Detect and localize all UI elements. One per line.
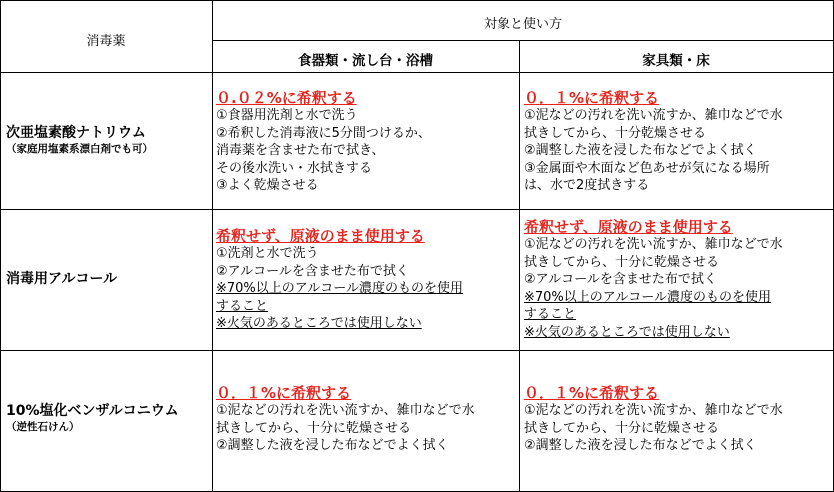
instruction-line: ②調整した液を浸した布などでよく拭く [216,438,449,453]
instruction-line: ③金属面や木面など色あせが気になる場所 [524,160,770,176]
caution-note: ※火気のあるところでは使用しない [216,316,422,331]
instruction-line: ①食器用洗剤と水で洗う [216,108,358,123]
header-divider [212,40,834,41]
instruction-line: ①泥などの汚れを洗い流すか、雑巾などで水 [524,403,783,418]
cell-r1-dishes [216,89,516,195]
instruction-line: ②アルコールを含ませた布で拭く [216,263,409,279]
row-label-benzalkonium [6,402,210,434]
agent-note: （家庭用塩素系漂白剤でも可） [6,143,153,155]
agent-name: 次亜塩素酸ナトリウム [6,125,146,141]
cell-r3-furniture [524,384,830,455]
row-divider-2 [0,209,834,210]
dilution-heading: ０．１%に希釈する [524,384,660,402]
column-divider-1 [212,0,213,492]
dilution-heading: 希釈せず、原液のまま使用する [524,218,733,236]
header-agent: 消毒薬 [86,34,126,49]
caution-note: すること [524,307,577,322]
instruction-line: 拭きしてから、十分に乾燥させる [524,254,720,270]
agent-name: 10%塩化ベンザルコニウム [6,403,179,419]
instruction-line: は、水で2度拭きする [524,178,650,193]
column-divider-2 [519,40,520,492]
instruction-line: ①泥などの汚れを洗い流すか、雑巾などで水 [216,403,475,418]
instruction-line: ②調整した液を浸した布などでよく拭く [524,438,757,453]
caution-note: ※火気のあるところでは使用しない [524,324,730,340]
caution-note: ※70%以上のアルコール濃度のものを使用 [524,289,772,305]
row-divider-3 [0,350,834,351]
caution-note: すること [216,298,269,314]
row-label-sodium-hypochlorite [6,124,210,156]
row-label-alcohol [6,270,210,288]
instruction-line: その後水洗い・水拭きする [216,160,373,176]
table-border-top [0,0,834,1]
header-target: 対象と使い方 [483,17,562,32]
table-border-left [0,0,1,492]
caution-note: ※70%以上のアルコール濃度のものを使用 [216,281,464,296]
instruction-line: 消毒薬を含ませた布で拭き、 [216,143,385,158]
agent-name: 消毒用アルコール [6,271,118,287]
row-divider-1 [0,72,834,73]
instruction-line: ②調整した液を浸した布などでよく拭く [524,143,757,158]
header-col-furniture: 家具類・床 [642,53,710,69]
instruction-line: ②アルコールを含ませた布で拭く [524,272,717,287]
instruction-line: 拭きしてから、十分乾燥させる [524,125,707,141]
dilution-heading: 希釈せず、原液のまま使用する [216,227,425,245]
cell-r1-furniture [524,89,830,195]
instruction-line: ③よく乾燥させる [216,178,319,193]
dilution-heading: ０．１%に希釈する [524,89,660,107]
header-col-dishes: 食器類・流し台・浴槽 [298,53,433,69]
instruction-line: 拭きしてから、十分に乾燥させる [524,420,720,436]
cell-r2-furniture [524,218,830,341]
cell-r3-dishes [216,384,516,455]
instruction-line: 拭きしてから、十分に乾燥させる [216,420,412,436]
agent-note: （逆性石けん） [6,421,80,433]
instruction-line: ①洗剤と水で洗う [216,246,319,261]
cell-r2-dishes [216,227,516,333]
dilution-heading: ０.０２%に希釈する [216,89,357,107]
instruction-line: ①泥などの汚れを洗い流すか、雑巾などで水 [524,237,783,252]
instruction-line: ②希釈した消毒液に5分間つけるか、 [216,125,431,141]
dilution-heading: ０．１%に希釈する [216,384,352,402]
instruction-line: ①泥などの汚れを洗い流すか、雑巾などで水 [524,108,783,123]
